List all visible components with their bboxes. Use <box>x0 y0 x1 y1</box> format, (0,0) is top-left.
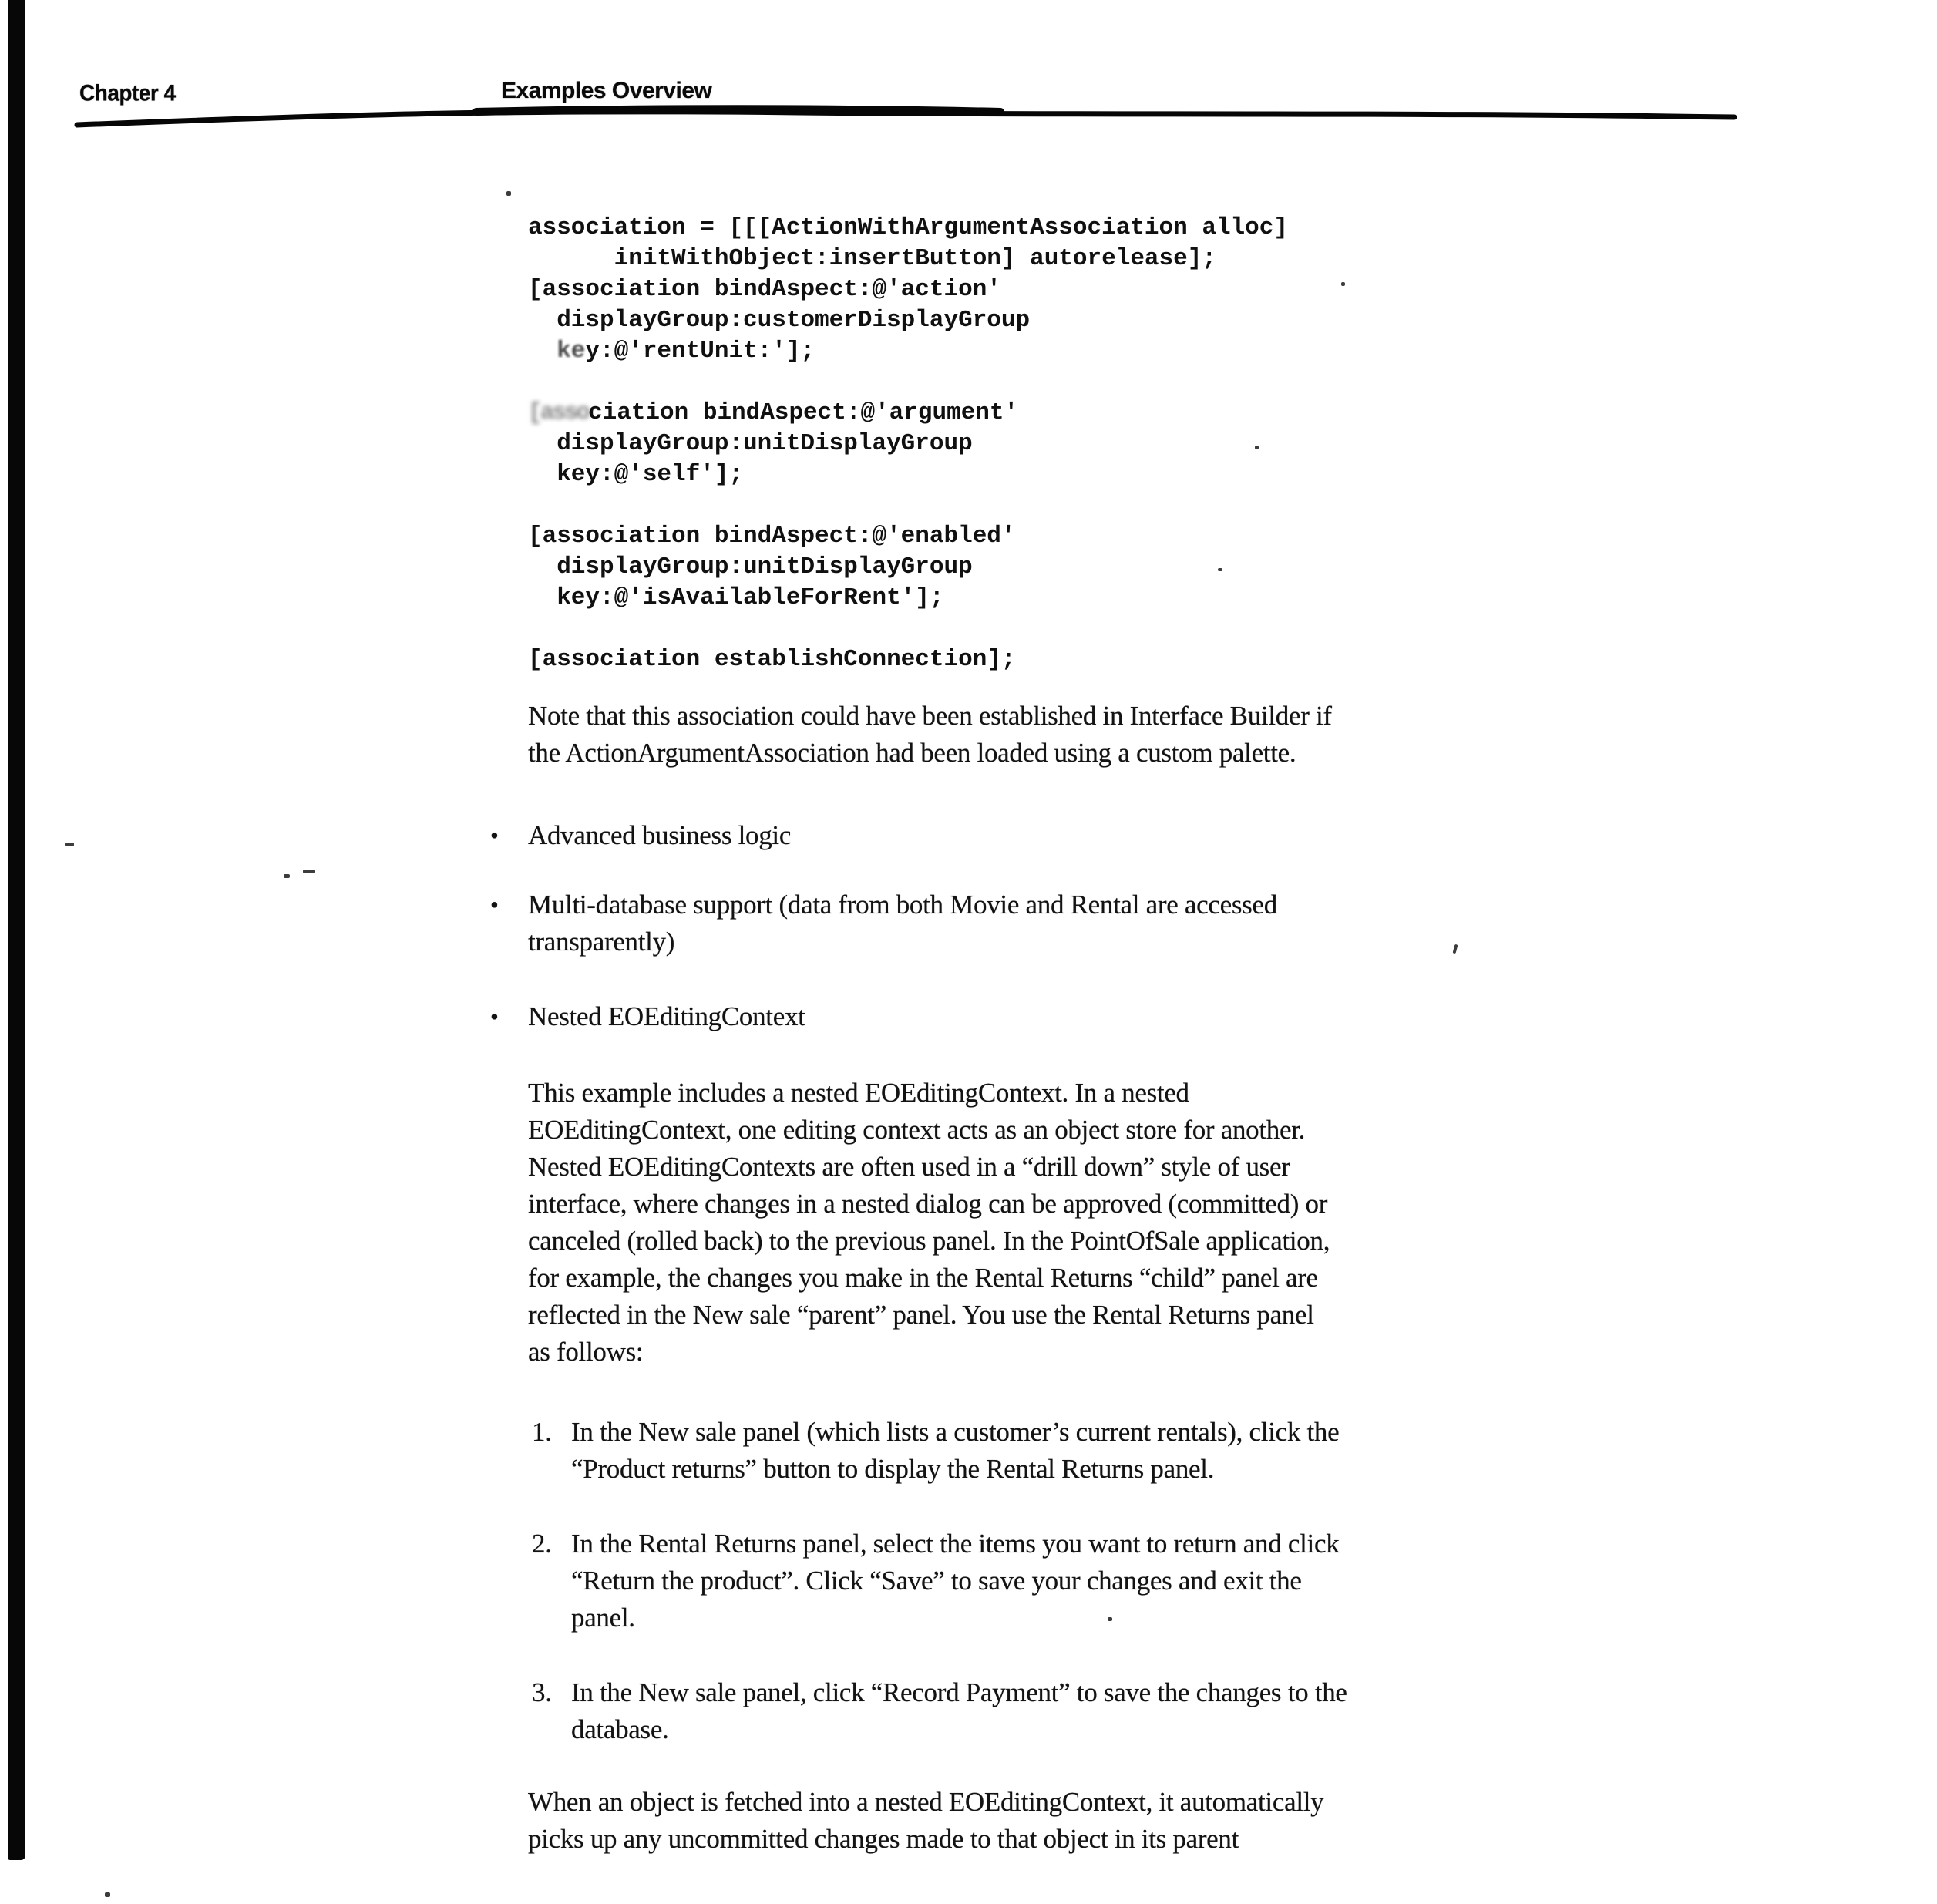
note-paragraph <box>528 698 1332 772</box>
body-line: picks up any uncommitted changes made to that object in its parent <box>528 1824 1239 1854</box>
code-blank-line <box>528 368 1288 399</box>
code-line: displayGroup:customerDisplayGroup <box>528 307 1031 334</box>
code-line: [association establishConnection]; <box>528 646 1016 673</box>
step-line: “Product returns” button to display the Rental Returns panel. <box>571 1454 1215 1484</box>
smudged-code-fragment: [asso <box>528 399 589 426</box>
step-line: database. <box>571 1714 669 1744</box>
scan-speck <box>303 870 315 873</box>
scan-speck <box>506 191 511 196</box>
code-line: displayGroup:unitDisplayGroup <box>528 553 973 580</box>
chapter-label: Chapter 4 <box>79 80 176 106</box>
body-line: the ActionArgumentAssociation had been loaded using a custom palette. <box>528 738 1296 768</box>
code-line: key:@'self']; <box>528 461 744 488</box>
code-line: association = [[[ActionWithArgumentAssociation alloc] <box>528 214 1288 241</box>
body-line: EOEditingContext, one editing context acts as an object store for another. <box>528 1115 1306 1145</box>
code-line <box>528 399 1288 430</box>
code-line: key:@'isAvailableForRent']; <box>528 584 944 611</box>
scan-speck <box>1453 944 1458 954</box>
photocopy-edge-bar <box>8 0 25 1860</box>
bullet-marker-icon: • <box>490 822 499 849</box>
bullet-marker-icon: • <box>490 891 499 918</box>
body-line: This example includes a nested EOEditingContext. In a nested <box>528 1078 1189 1108</box>
body-line: interface, where changes in a nested dialog can be approved (committed) or <box>528 1189 1328 1219</box>
body-line: canceled (rolled back) to the previous panel. In the PointOfSale application, <box>528 1226 1330 1256</box>
header-rule <box>45 105 1787 136</box>
scan-speck <box>1255 446 1259 449</box>
body-line: for example, the changes you make in the Rental Returns “child” panel are <box>528 1263 1318 1293</box>
body-line: When an object is fetched into a nested EOEditingContext, it automatically <box>528 1787 1324 1817</box>
code-block <box>528 214 1288 677</box>
step-line: In the New sale panel, click “Record Payment” to save the changes to the <box>571 1677 1347 1707</box>
scan-speck <box>1218 568 1222 571</box>
code-blank-line <box>528 492 1288 523</box>
closing-paragraph <box>528 1784 1323 1858</box>
code-fragment: y:@'rentUnit:']; <box>585 338 815 365</box>
scan-speck <box>284 874 290 878</box>
scan-speck <box>65 843 74 846</box>
code-line: [association bindAspect:@'action' <box>528 276 1001 303</box>
scan-speck <box>105 1892 110 1897</box>
step-line: In the New sale panel (which lists a customer’s current rentals), click the <box>571 1417 1340 1447</box>
bullet-item <box>490 817 791 854</box>
scan-speck <box>1108 1617 1112 1621</box>
bullet-item <box>490 998 805 1035</box>
body-line: Nested EOEditingContexts are often used in a “drill down” style of user <box>528 1152 1290 1182</box>
step-number: 1. <box>532 1417 552 1447</box>
step-line: “Return the product”. Click “Save” to save your changes and exit the <box>571 1566 1302 1596</box>
scan-speck <box>1341 282 1345 286</box>
step-line: panel. <box>571 1603 635 1633</box>
step-line: In the Rental Returns panel, select the items you want to return and click <box>571 1529 1340 1559</box>
smudged-code-fragment: ke <box>528 338 586 365</box>
bullet-line: Advanced business logic <box>528 820 792 850</box>
code-blank-line <box>528 615 1288 646</box>
bullet-line: Multi-database support (data from both Movie and Rental are accessed <box>528 890 1277 920</box>
code-line <box>528 338 1288 368</box>
code-line: [association bindAspect:@'enabled' <box>528 523 1016 550</box>
step-number: 3. <box>532 1677 552 1707</box>
intro-paragraph <box>528 1075 1330 1371</box>
step-number: 2. <box>532 1529 552 1559</box>
code-line: displayGroup:unitDisplayGroup <box>528 430 973 457</box>
body-line: Note that this association could have been established in Interface Builder if <box>528 701 1332 731</box>
code-line: initWithObject:insertButton] autorelease]; <box>528 245 1216 272</box>
bullet-item <box>490 886 1277 960</box>
bullet-line: transparently) <box>528 927 675 957</box>
body-line: reflected in the New sale “parent” panel. You use the Rental Returns panel <box>528 1300 1314 1330</box>
code-fragment: ciation bindAspect:@'argument' <box>588 399 1019 426</box>
bullet-marker-icon: • <box>490 1003 499 1030</box>
page-title: Examples Overview <box>501 78 712 103</box>
step-item <box>532 1674 1347 1748</box>
bullet-line: Nested EOEditingContext <box>528 1001 805 1031</box>
step-item <box>532 1414 1339 1488</box>
step-item <box>532 1526 1339 1637</box>
body-line: as follows: <box>528 1337 644 1367</box>
